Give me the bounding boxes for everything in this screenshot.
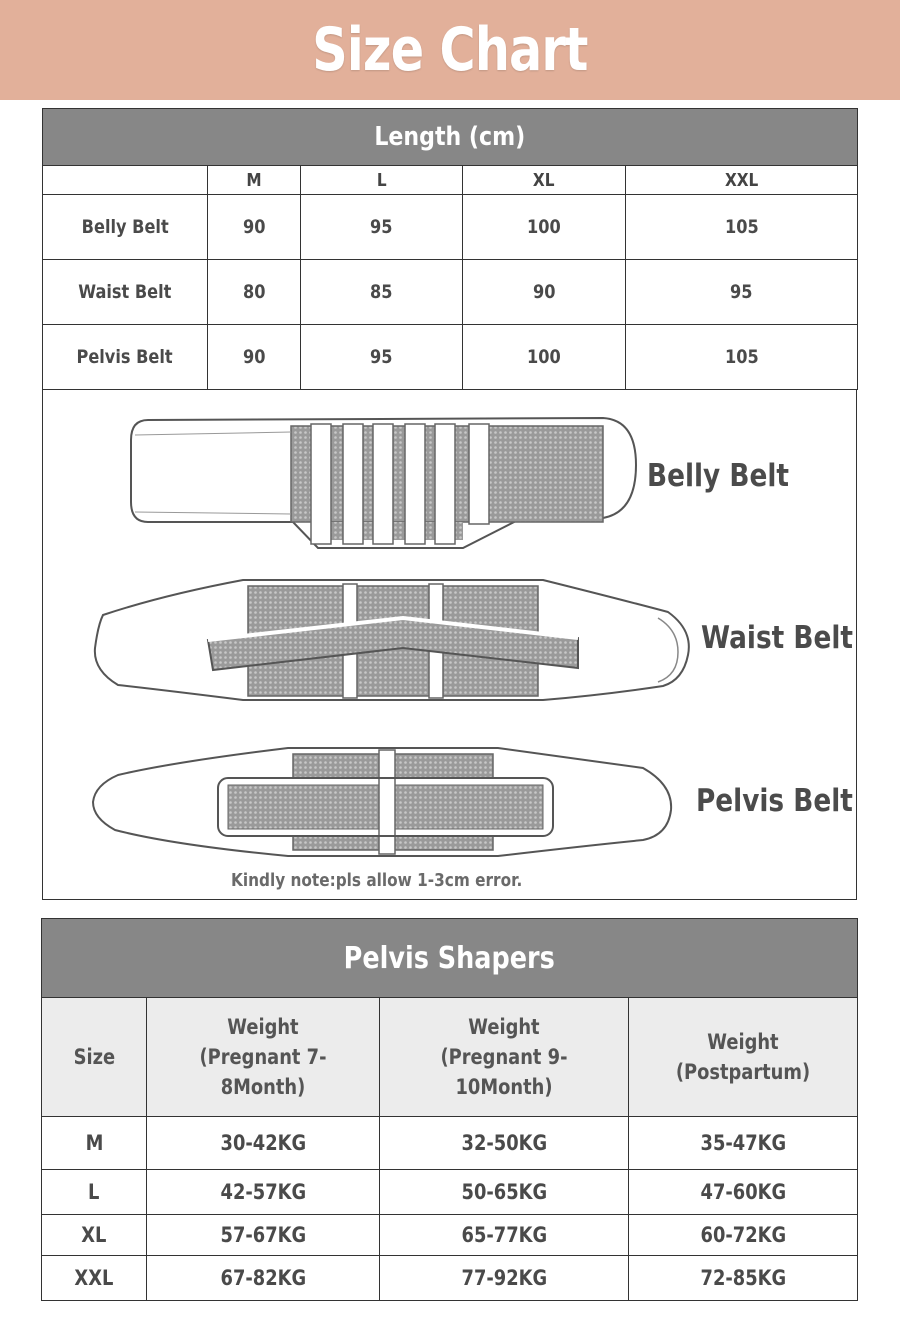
length-table-title: Length (cm): [43, 109, 858, 166]
weight-cell: 72-85KG: [629, 1256, 858, 1301]
pelvis-belt-label: Pelvis Belt: [696, 783, 853, 819]
length-cell: 105: [626, 325, 858, 390]
length-cell: 105: [626, 195, 858, 260]
length-size-header: XL: [463, 166, 626, 195]
length-size-header: M: [208, 166, 301, 195]
length-size-header: L: [301, 166, 463, 195]
weight-cell: 42-57KG: [147, 1170, 380, 1215]
weight-cell: 67-82KG: [147, 1256, 380, 1301]
weight-cell: 30-42KG: [147, 1117, 380, 1170]
length-cell: 90: [463, 260, 626, 325]
weight-header-7-8: Weight (Pregnant 7-8Month): [147, 998, 380, 1117]
table-row: [42, 1215, 858, 1256]
error-note: Kindly note:pls allow 1-3cm error.: [231, 870, 523, 891]
length-cell: 95: [301, 325, 463, 390]
row-label-waist-belt: Waist Belt: [43, 260, 208, 325]
weight-cell: 65-77KG: [380, 1215, 629, 1256]
weight-cell: 50-65KG: [380, 1170, 629, 1215]
pelvis-table-title: Pelvis Shapers: [42, 919, 858, 998]
belly-belt-drawing: [131, 418, 636, 548]
table-row: [42, 1256, 858, 1301]
weight-cell: 60-72KG: [629, 1215, 858, 1256]
length-cell: 100: [463, 195, 626, 260]
length-cell: 85: [301, 260, 463, 325]
weight-header-postpartum: Weight (Postpartum): [629, 998, 858, 1117]
length-size-header: XXL: [626, 166, 858, 195]
weight-cell: 32-50KG: [380, 1117, 629, 1170]
waist-belt-label: Waist Belt: [701, 620, 853, 656]
length-cell: 80: [208, 260, 301, 325]
size-header: Size: [42, 998, 147, 1117]
length-table: [42, 108, 858, 390]
length-cell: 100: [463, 325, 626, 390]
belt-illustration-panel: [42, 390, 857, 900]
size-cell: M: [42, 1117, 147, 1170]
row-label-belly-belt: Belly Belt: [43, 195, 208, 260]
length-cell: 90: [208, 195, 301, 260]
table-row: [43, 260, 858, 325]
row-label-pelvis-belt: Pelvis Belt: [43, 325, 208, 390]
pelvis-belt-drawing: [93, 748, 671, 856]
table-row: [42, 1117, 858, 1170]
weight-cell: 35-47KG: [629, 1117, 858, 1170]
size-cell: XXL: [42, 1256, 147, 1301]
length-cell: 95: [301, 195, 463, 260]
length-cell: 95: [626, 260, 858, 325]
pelvis-shapers-table: [41, 918, 858, 1301]
size-cell: XL: [42, 1215, 147, 1256]
weight-header-9-10: Weight (Pregnant 9-10Month): [380, 998, 629, 1117]
length-cell: 90: [208, 325, 301, 390]
page-title: Size Chart: [312, 15, 588, 85]
weight-cell: 57-67KG: [147, 1215, 380, 1256]
size-chart-banner: [0, 0, 900, 100]
size-cell: L: [42, 1170, 147, 1215]
table-row: [43, 195, 858, 260]
weight-cell: 77-92KG: [380, 1256, 629, 1301]
waist-belt-drawing: [95, 580, 689, 700]
weight-cell: 47-60KG: [629, 1170, 858, 1215]
table-row: [43, 325, 858, 390]
length-corner-cell: [43, 166, 208, 195]
belly-belt-label: Belly Belt: [647, 458, 789, 494]
table-row: [42, 1170, 858, 1215]
